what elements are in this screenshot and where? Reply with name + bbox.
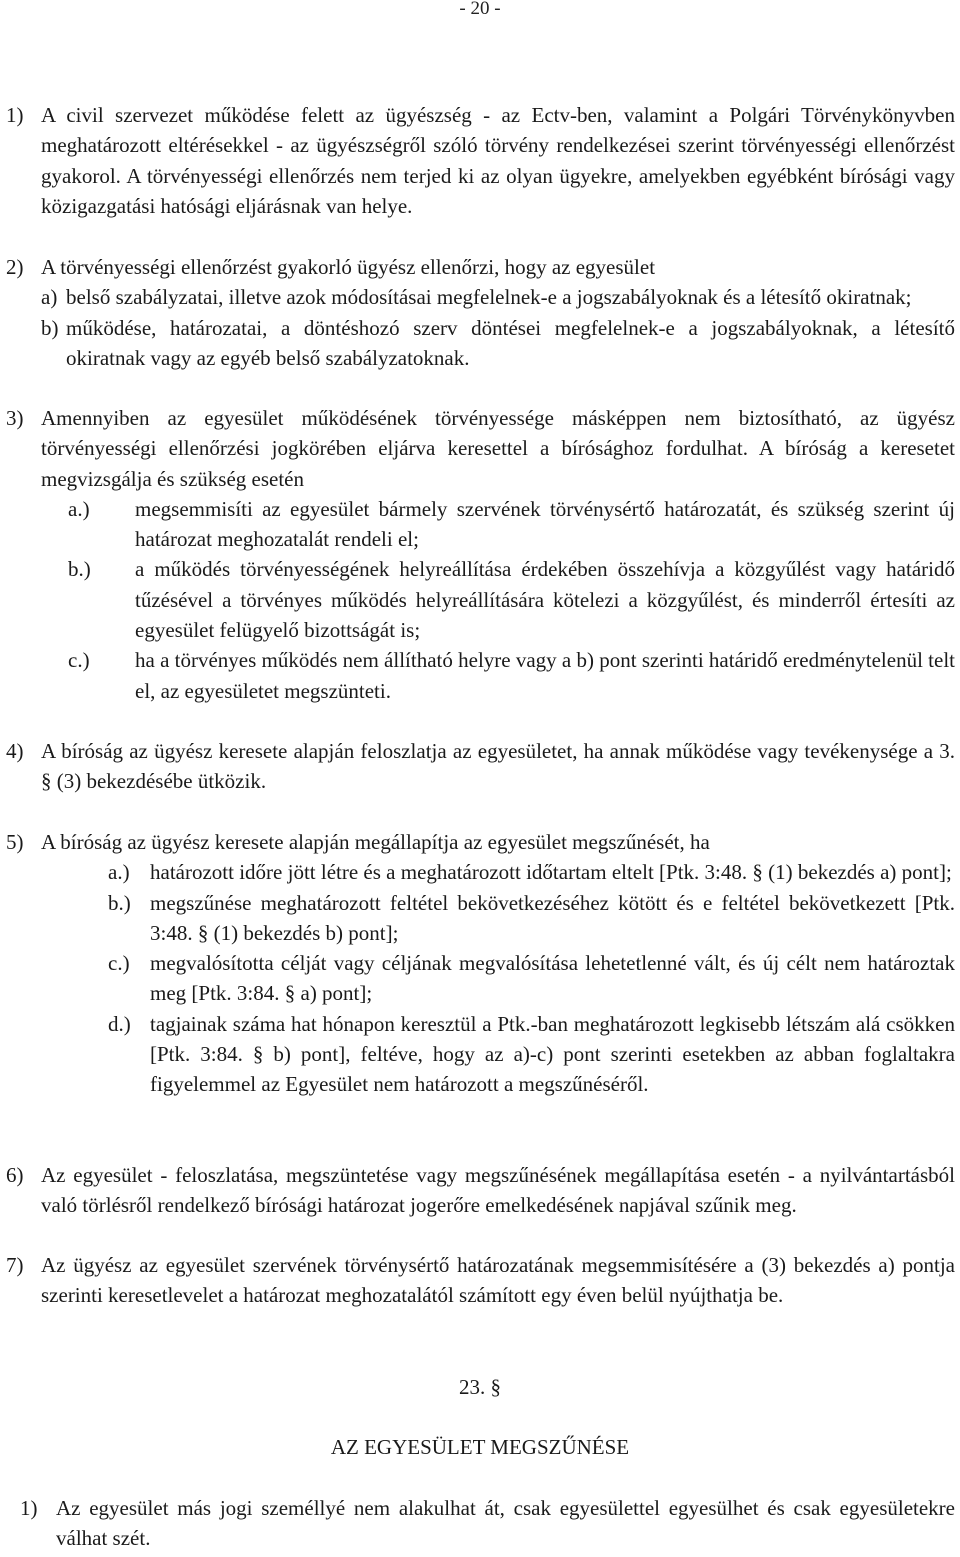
subitem-label: c.)	[108, 951, 130, 976]
subitem-label: d.)	[108, 1011, 131, 1036]
subitem-label: a)	[41, 285, 58, 310]
subitem-text: működése, határozatai, a döntéshozó szerv döntései megfelelnek-e a jogszabályoknak, a létesítő okiratnak vagy az egyéb belső szabályzatoknak.	[66, 315, 955, 370]
subitem-text: határozott időre jött létre és a meghatározott időtartam eltelt [Ptk. 3:48. § (1) bekezdés a) pont];	[150, 860, 952, 885]
paragraph-4	[0, 736, 960, 797]
subitem-text: megszűnése meghatározott feltétel bekövetkezéséhez kötött és e feltétel bekövetkezett [Ptk. 3:48. § (1) bekezdés b) pont];	[150, 890, 955, 945]
section-number: 23. §	[459, 1375, 501, 1399]
paragraph-number: 4)	[6, 739, 24, 763]
paragraph-text: Az ügyész az egyesület szervének törvénysértő határozatának megsemmisítésére a (3) bekezdés a) pontja szerinti keresetlevelet a határozat meghozatalától számított egy éven belül nyújthatja be.	[41, 1253, 955, 1308]
page-number: - 20 -	[459, 0, 501, 19]
subitem-text: a működés törvényességének helyreállítása érdekében összehívja a közgyűlést vagy határidő tűzésével a törvényes működés helyreállítására kötelezi a közgyűlést, és minderről értesíti az egyesület felügyelő bizottságát is;	[135, 557, 955, 643]
paragraph-text: A bíróság az ügyész keresete alapján feloszlatja az egyesületet, ha annak működése vagy tevékenysége a 3. § (3) bekezdésébe ütközik.	[41, 739, 955, 794]
paragraph-7	[0, 1250, 960, 1311]
paragraph-3	[0, 403, 960, 706]
paragraph-2	[0, 252, 960, 373]
paragraph-number: 7)	[6, 1253, 24, 1277]
paragraph-number: 6)	[6, 1163, 24, 1187]
paragraph-text: A törvényességi ellenőrzést gyakorló ügyész ellenőrzi, hogy az egyesület	[41, 255, 656, 279]
subitem-text: belső szabályzatai, illetve azok módosításai megfelelnek-e a jogszabályoknak és a létesítő okiratnak;	[66, 285, 912, 310]
subitem-label: b.)	[108, 890, 131, 915]
subitem-label: c.)	[68, 648, 90, 673]
subitem-label: a.)	[108, 860, 130, 885]
paragraph-text: A civil szervezet működése felett az ügyészség - az Ectv-ben, valamint a Polgári Törvénykönyvben meghatározott eltérésekkel - az ügyészségről szóló törvény rendelkezései szerint törvényességi ellenőrzést gyakorol. A törvényességi ellenőrzés nem terjed ki az olyan ügyekre, amelyekben egyébként bírósági vagy közigazgatási hatósági eljárásnak van helye.	[41, 103, 955, 218]
section-paragraph-1	[0, 1493, 960, 1554]
paragraph-text: A bíróság az ügyész keresete alapján megállapítja az egyesület megszűnését, ha	[41, 830, 710, 854]
subitem-text: tagjainak száma hat hónapon keresztül a Ptk.-ban meghatározott legkisebb létszám alá csökken [Ptk. 3:84. § b) pont], feltéve, hogy az a)-c) pont szerinti esetekben az abban foglaltakra figyelemmel az Egyesület nem határozott a megszűnéséről.	[150, 1011, 955, 1097]
subitem-label: b.)	[68, 557, 91, 582]
paragraph-1	[0, 100, 960, 221]
paragraph-number: 1)	[6, 103, 24, 127]
subitem-text: megvalósította célját vagy céljának megvalósítása lehetetlenné vált, és új célt nem határoztak meg [Ptk. 3:84. § a) pont];	[150, 951, 955, 1006]
paragraph-number: 5)	[6, 830, 24, 854]
subitem-text: ha a törvényes működés nem állítható helyre vagy a b) pont szerinti határidő eredménytelenül telt el, az egyesületet megszünteti.	[135, 648, 955, 703]
paragraph-text: Az egyesület más jogi személlyé nem alakulhat át, csak egyesülettel egyesülhet és csak egyesületekre válhat szét.	[56, 1496, 955, 1551]
paragraph-number: 1)	[20, 1496, 38, 1520]
paragraph-text: Az egyesület - feloszlatása, megszüntetése vagy megszűnésének megállapítása esetén - a nyilvántartásból való törlésről rendelkező bírósági határozat jogerőre emelkedésének napjával szűnik meg.	[41, 1163, 955, 1218]
paragraph-6	[0, 1160, 960, 1221]
section-title: AZ EGYESÜLET MEGSZŰNÉSE	[330, 1435, 630, 1459]
subitem-label: a.)	[68, 496, 90, 521]
paragraph-number: 2)	[6, 255, 24, 279]
paragraph-5	[0, 827, 960, 1100]
paragraph-text: Amennyiben az egyesület működésének törvényessége másképpen nem biztosítható, az ügyész törvényességi ellenőrzési jogkörében eljárva keresettel a bírósághoz fordulhat. A bíróság a keresetet megvizsgálja és szükség esetén	[41, 406, 955, 491]
subitem-text: megsemmisíti az egyesület bármely szervének törvénysértő határozatát, és szükség szerint új határozat meghozatalát rendeli el;	[135, 496, 955, 552]
subitem-label: b)	[41, 315, 59, 340]
paragraph-number: 3)	[6, 406, 24, 430]
